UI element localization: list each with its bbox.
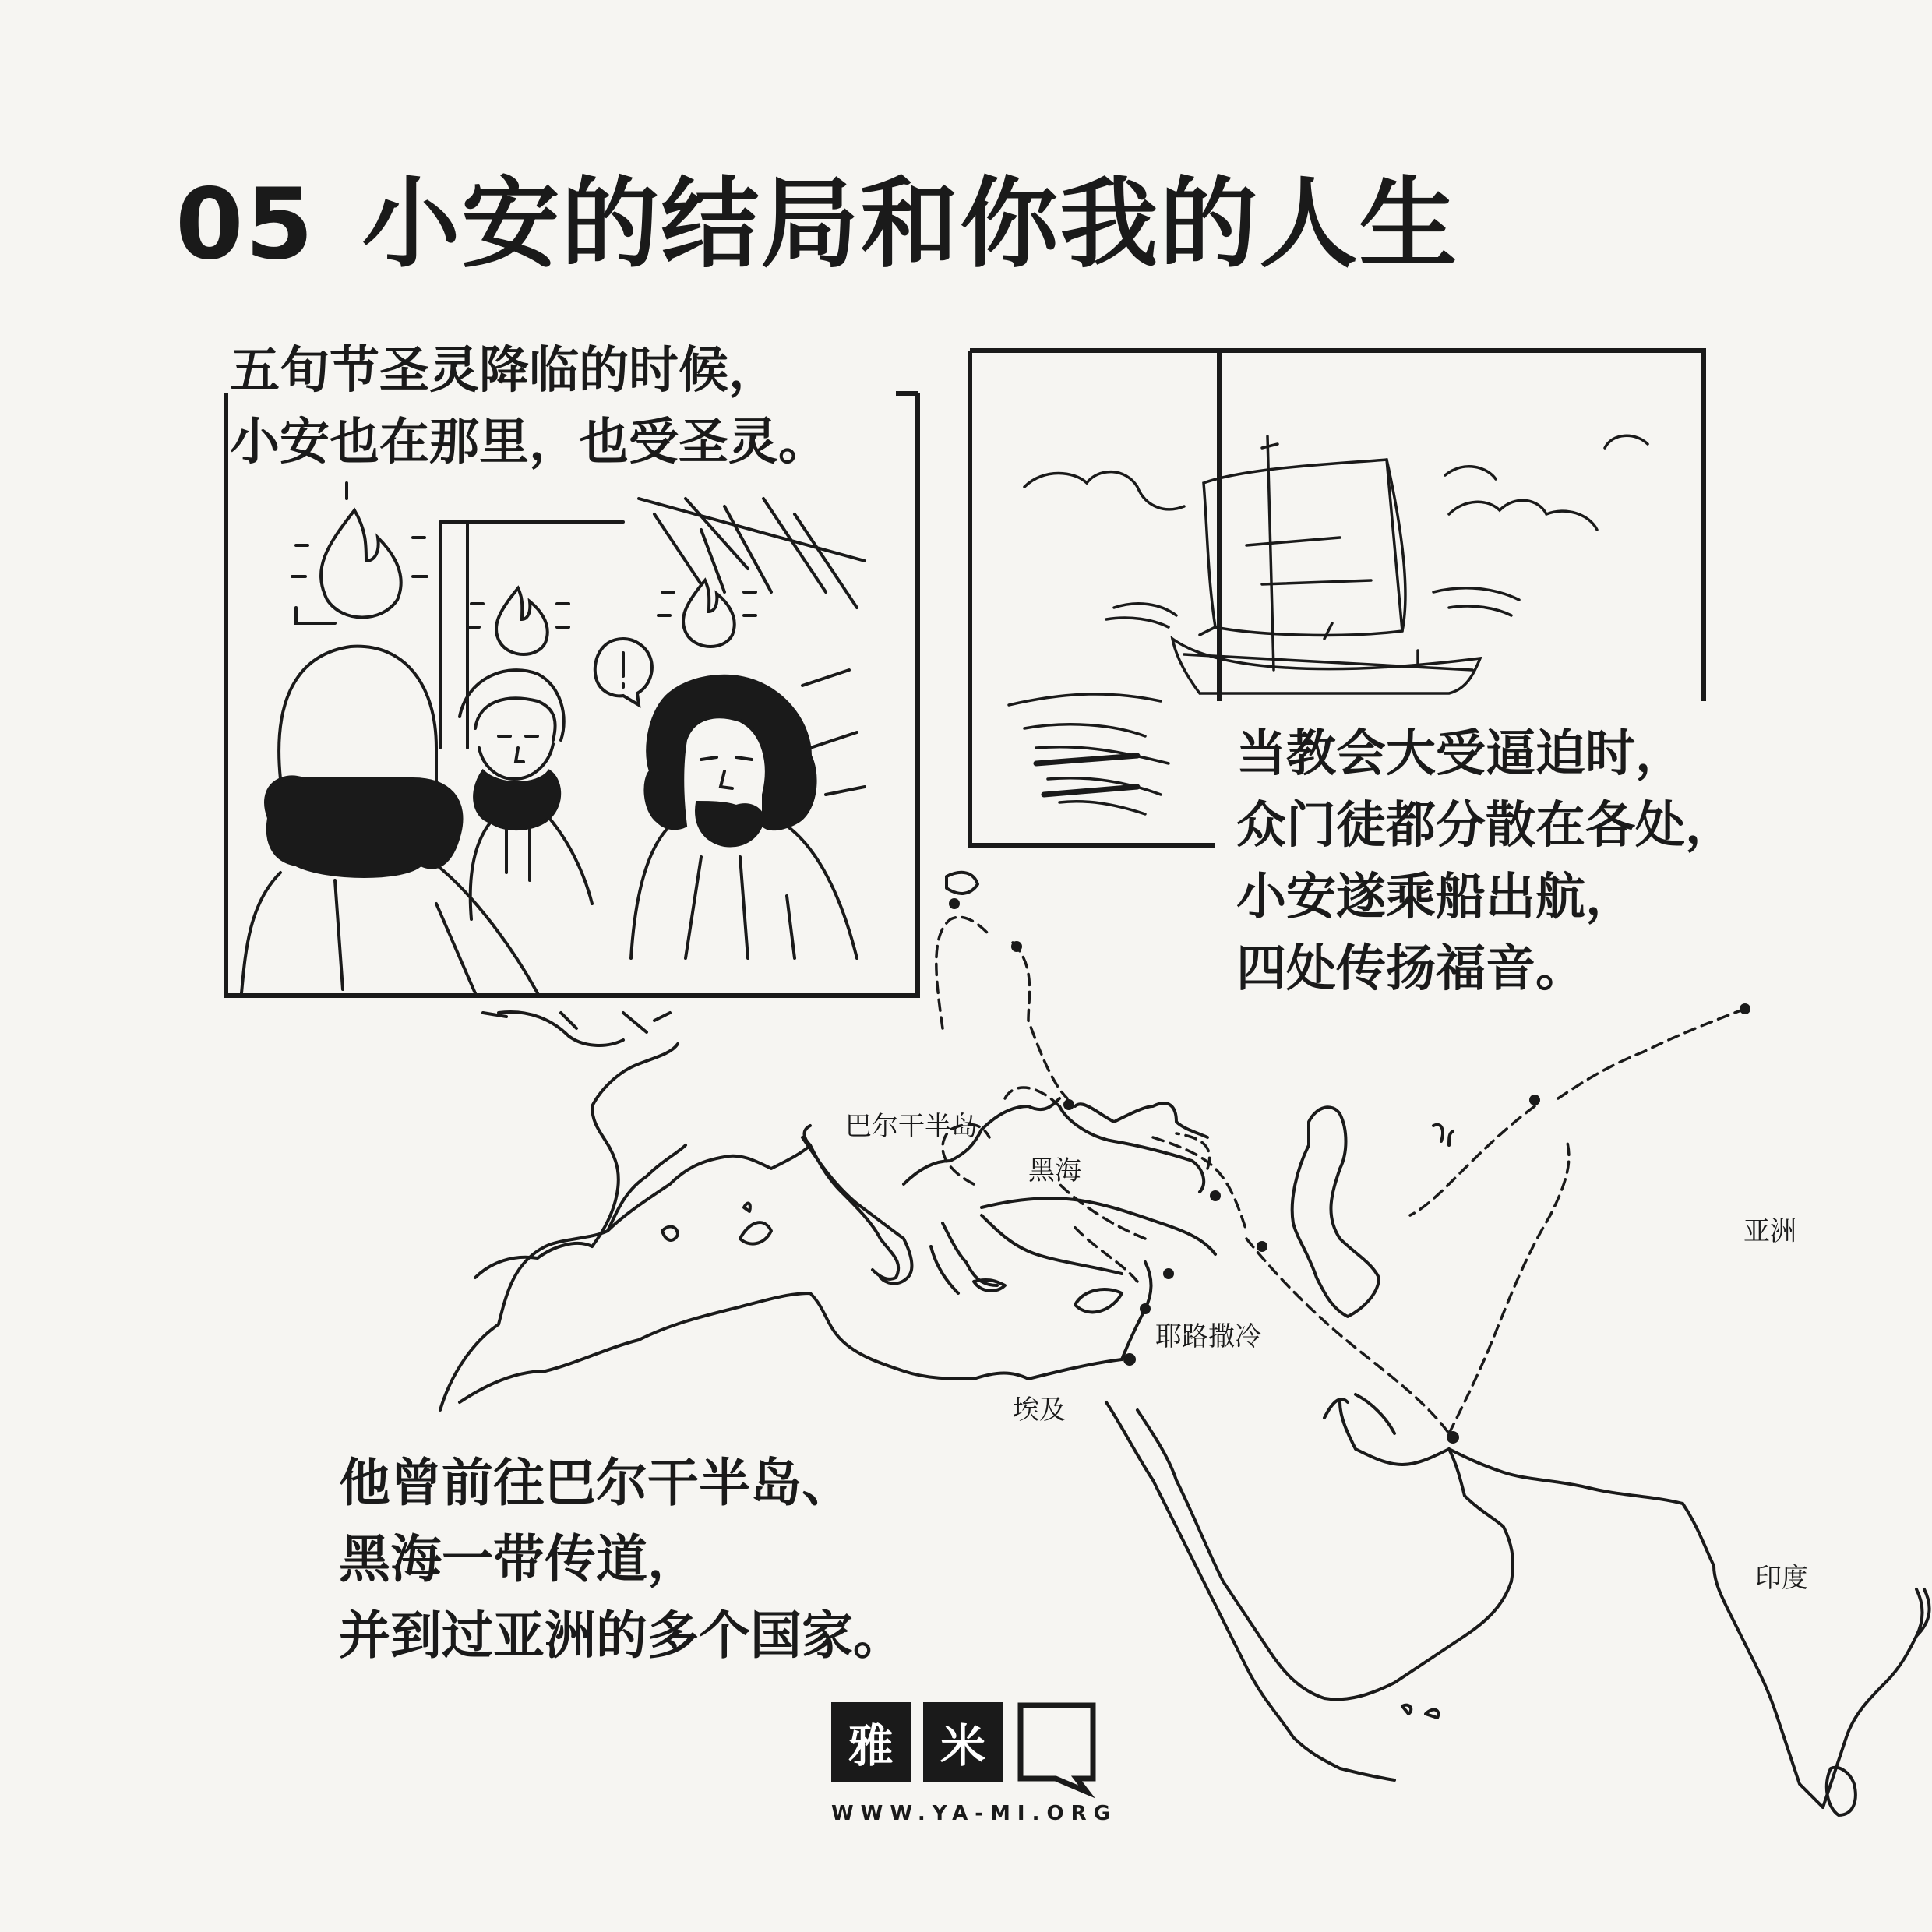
persecution-caption [1227, 718, 1741, 1005]
map-label-egypt: 埃及 [1013, 1394, 1066, 1426]
logo-char-box: 米 [923, 1702, 1003, 1782]
caption-line: 他曾前往巴尔干半岛、 [339, 1453, 853, 1513]
flame-icon [292, 483, 427, 618]
flame-icon [467, 588, 569, 654]
page-title [175, 167, 1459, 281]
caption-line: 黑海一带传道， [339, 1529, 699, 1589]
chapter-number: 05 [175, 167, 316, 281]
figure-turban [460, 670, 592, 919]
map-label-jerusalem: 耶路撒冷 [1155, 1321, 1261, 1352]
caption-line: 小安也在那里，也受圣灵。 [230, 414, 828, 471]
flame-icon [658, 580, 756, 647]
caption-line: 四处传扬福音。 [1236, 940, 1585, 998]
pentecost-caption [230, 335, 836, 478]
caption-line: 当教会大受逼迫时， [1236, 725, 1685, 783]
caption-line: 众门徒都分散在各处， [1236, 797, 1735, 855]
speech-bubble-icon [1021, 1705, 1093, 1792]
caption-line: 五旬节圣灵降临的时候， [230, 342, 778, 400]
map-caption [339, 1445, 904, 1674]
logo-char-box: 雅 [831, 1702, 911, 1782]
map-label-balkan: 巴尔干半岛 [845, 1111, 978, 1142]
chapter-title: 小安的结局和你我的人生 [361, 167, 1459, 281]
map-label-asia: 亚洲 [1743, 1216, 1796, 1247]
website-url: WWW.YA-MI.ORG [831, 1802, 1117, 1825]
pentecost-scene [242, 483, 865, 993]
figure-curly-hair [631, 676, 857, 958]
exclamation-bubble-icon [595, 639, 652, 705]
map-label-black-sea: 黑海 [1028, 1155, 1081, 1186]
caption-line: 小安遂乘船出航， [1236, 869, 1635, 926]
panel-pentecost [226, 393, 918, 996]
caption-line: 并到过亚洲的多个国家。 [339, 1606, 904, 1666]
map-label-india: 印度 [1755, 1563, 1808, 1594]
